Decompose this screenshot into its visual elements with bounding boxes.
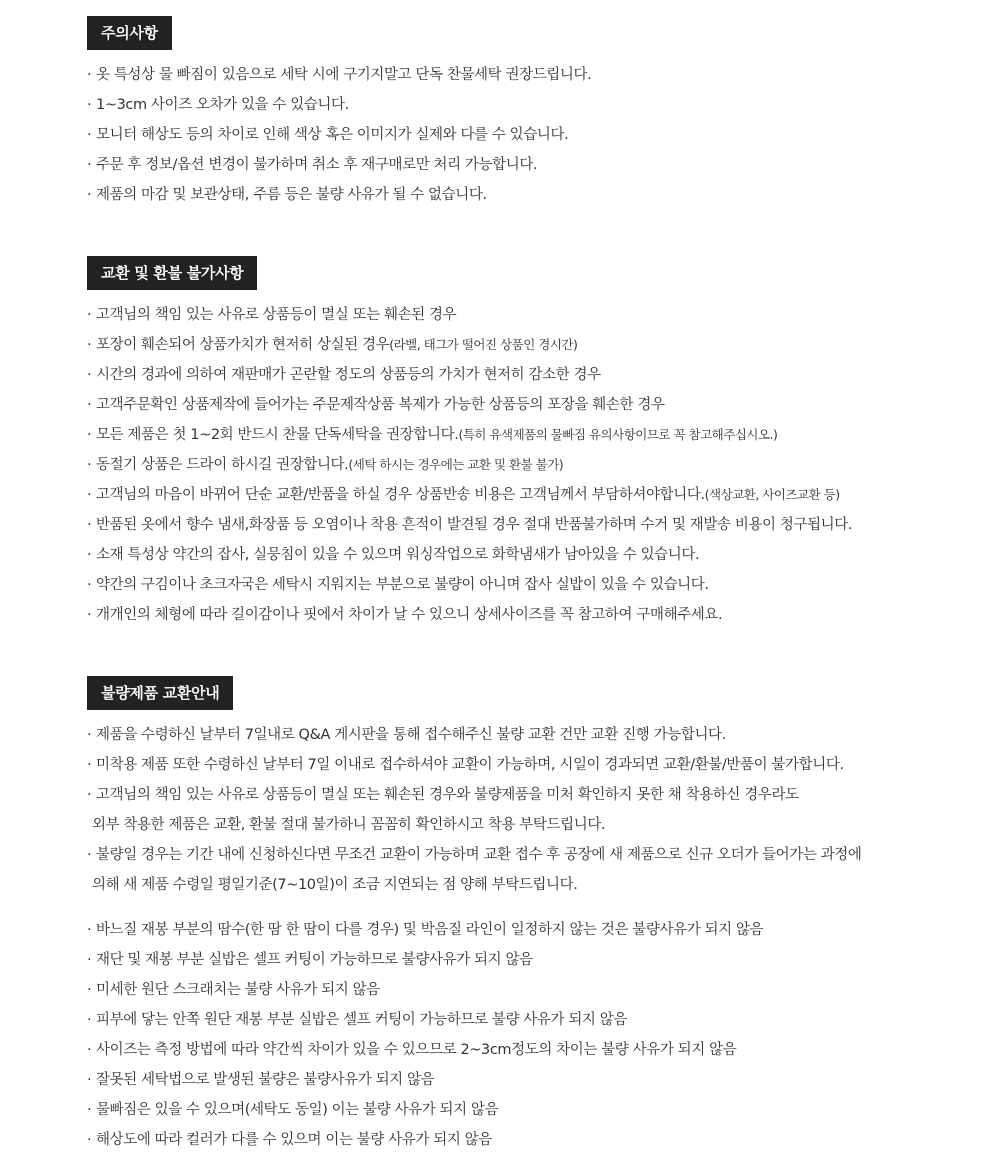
list-item: · 피부에 닿는 안쪽 원단 재봉 부분 실밥은 셀프 커팅이 가능하므로 불량 사유가 되지 않음: [87, 1005, 862, 1035]
list-item: · 제품의 마감 및 보관상태, 주름 등은 불량 사유가 될 수 없습니다.: [87, 180, 591, 210]
bullet: ·: [87, 1042, 92, 1058]
bullet: ·: [87, 952, 92, 968]
bullet: ·: [87, 307, 92, 323]
list-item: · 사이즈는 측정 방법에 따라 약간씩 차이가 있을 수 있으므로 2~3cm정도의 차이는 불량 사유가 되지 않음: [87, 1035, 862, 1065]
bullet: ·: [87, 367, 92, 383]
list-item: · 약간의 구김이나 초크자국은 세탁시 지워지는 부분으로 불량이 아니며 잡사 실밥이 있을 수 있습니다.: [87, 570, 852, 600]
list-item: · 제품을 수령하신 날부터 7일내로 Q&A 게시판을 통해 접수해주신 불량 교환 건만 교환 진행 가능합니다.: [87, 720, 862, 750]
list-item: · 반품된 옷에서 향수 냄새,화장품 등 오염이나 착용 흔적이 발견될 경우 절대 반품불가하며 수거 및 재발송 비용이 청구됩니다.: [87, 510, 852, 540]
bullet: ·: [87, 727, 92, 743]
bullet: ·: [87, 787, 92, 803]
bullet: ·: [87, 427, 92, 443]
bullet: ·: [87, 607, 92, 623]
bullet: ·: [87, 982, 92, 998]
defect-exchange-list: [87, 720, 862, 900]
cautions-section: [87, 16, 591, 210]
bullet: ·: [87, 757, 92, 773]
bullet: ·: [87, 187, 92, 203]
bullet: ·: [87, 397, 92, 413]
item-note: (라벨, 태그가 떨어진 상품인 경시간): [389, 337, 578, 352]
list-item: · 불량일 경우는 기간 내에 신청하신다면 무조건 교환이 가능하며 교환 접수 후 공장에 새 제품으로 신규 오더가 들어가는 과정에 의해 새 제품 수령일 평일기준(7~10일)이 조금 지연되는 점 양해 부탁드립니다.: [87, 840, 862, 900]
no-exchange-list: [87, 300, 852, 630]
bullet: ·: [87, 97, 92, 113]
list-item: · 고객주문확인 상품제작에 들어가는 주문제작상품 복제가 가능한 상품등의 포장을 훼손한 경우: [87, 390, 852, 420]
not-defect-list: [87, 915, 862, 1155]
defect-exchange-title: 불량제품 교환안내: [87, 676, 233, 710]
bullet: ·: [87, 337, 92, 353]
list-item: · 고객님의 마음이 바뀌어 단순 교환/반품을 하실 경우 상품반송 비용은 고객님께서 부담하셔야합니다.(색상교환, 사이즈교환 등): [87, 480, 852, 510]
list-item: · 잘못된 세탁법으로 발생된 불량은 불량사유가 되지 않음: [87, 1065, 862, 1095]
bullet: ·: [87, 457, 92, 473]
cautions-list: [87, 60, 591, 210]
defect-exchange-section: [87, 676, 862, 1155]
bullet: ·: [87, 127, 92, 143]
list-item: · 바느질 재봉 부분의 땀수(한 땀 한 땀이 다를 경우) 및 박음질 라인이 일정하지 않는 것은 불량사유가 되지 않음: [87, 915, 862, 945]
no-exchange-title: 교환 및 환불 불가사항: [87, 256, 257, 290]
item-note: (특히 유색제품의 물빠짐 유의사항이므로 꼭 참고해주십시오.): [458, 427, 778, 442]
item-note: (세탁 하시는 경우에는 교환 및 환불 불가): [348, 457, 564, 472]
list-item: · 옷 특성상 물 빠짐이 있음으로 세탁 시에 구기지말고 단독 찬물세탁 권장드립니다.: [87, 60, 591, 90]
list-item: · 고객님의 책임 있는 사유로 상품등이 멸실 또는 훼손된 경우와 불량제품을 미처 확인하지 못한 채 착용하신 경우라도 외부 착용한 제품은 교환, 환불 절대 불가하니 꼼꼼히 확인하시고 착용 부탁드립니다.: [87, 780, 862, 840]
bullet: ·: [87, 1072, 92, 1088]
list-item: · 물빠짐은 있을 수 있으며(세탁도 동일) 이는 불량 사유가 되지 않음: [87, 1095, 862, 1125]
list-item: · 미세한 원단 스크래치는 불량 사유가 되지 않음: [87, 975, 862, 1005]
spacer: [87, 900, 862, 915]
no-exchange-section: [87, 256, 852, 630]
list-item: · 고객님의 책임 있는 사유로 상품등이 멸실 또는 훼손된 경우: [87, 300, 852, 330]
list-item: · 소재 특성상 약간의 잡사, 실뭉침이 있을 수 있으며 워싱작업으로 화학냄새가 남아있을 수 있습니다.: [87, 540, 852, 570]
bullet: ·: [87, 157, 92, 173]
list-item: · 시간의 경과에 의하여 재판매가 곤란할 정도의 상품등의 가치가 현저히 감소한 경우: [87, 360, 852, 390]
list-item: · 개개인의 체형에 따라 길이감이나 핏에서 차이가 날 수 있으니 상세사이즈를 꼭 참고하여 구매해주세요.: [87, 600, 852, 630]
list-item: · 재단 및 재봉 부분 실밥은 셀프 커팅이 가능하므로 불량사유가 되지 않음: [87, 945, 862, 975]
bullet: ·: [87, 67, 92, 83]
bullet: ·: [87, 1132, 92, 1148]
bullet: ·: [87, 1012, 92, 1028]
bullet: ·: [87, 1102, 92, 1118]
bullet: ·: [87, 547, 92, 563]
bullet: ·: [87, 577, 92, 593]
list-item-continuation: 외부 착용한 제품은 교환, 환불 절대 불가하니 꼼꼼히 확인하시고 착용 부탁드립니다.: [92, 817, 606, 833]
list-item: · 1~3cm 사이즈 오차가 있을 수 있습니다.: [87, 90, 591, 120]
bullet: ·: [87, 847, 92, 863]
list-item: · 모든 제품은 첫 1~2회 반드시 찬물 단독세탁을 권장합니다.(특히 유색제품의 물빠짐 유의사항이므로 꼭 참고해주십시오.): [87, 420, 852, 450]
list-item: · 미착용 제품 또한 수령하신 날부터 7일 이내로 접수하셔야 교환이 가능하며, 시일이 경과되면 교환/환불/반품이 불가합니다.: [87, 750, 862, 780]
bullet: ·: [87, 517, 92, 533]
bullet: ·: [87, 922, 92, 938]
list-item: · 동절기 상품은 드라이 하시길 권장합니다.(세탁 하시는 경우에는 교환 및 환불 불가): [87, 450, 852, 480]
list-item: · 모니터 해상도 등의 차이로 인해 색상 혹은 이미지가 실제와 다를 수 있습니다.: [87, 120, 591, 150]
list-item: · 해상도에 따라 컬러가 다를 수 있으며 이는 불량 사유가 되지 않음: [87, 1125, 862, 1155]
list-item: · 포장이 훼손되어 상품가치가 현저히 상실된 경우(라벨, 태그가 떨어진 상품인 경시간): [87, 330, 852, 360]
bullet: ·: [87, 487, 92, 503]
item-note: (색상교환, 사이즈교환 등): [704, 487, 840, 502]
list-item-continuation: 의해 새 제품 수령일 평일기준(7~10일)이 조금 지연되는 점 양해 부탁드립니다.: [92, 877, 578, 893]
cautions-title: 주의사항: [87, 16, 172, 50]
list-item: · 주문 후 정보/옵션 변경이 불가하며 취소 후 재구매로만 처리 가능합니다.: [87, 150, 591, 180]
